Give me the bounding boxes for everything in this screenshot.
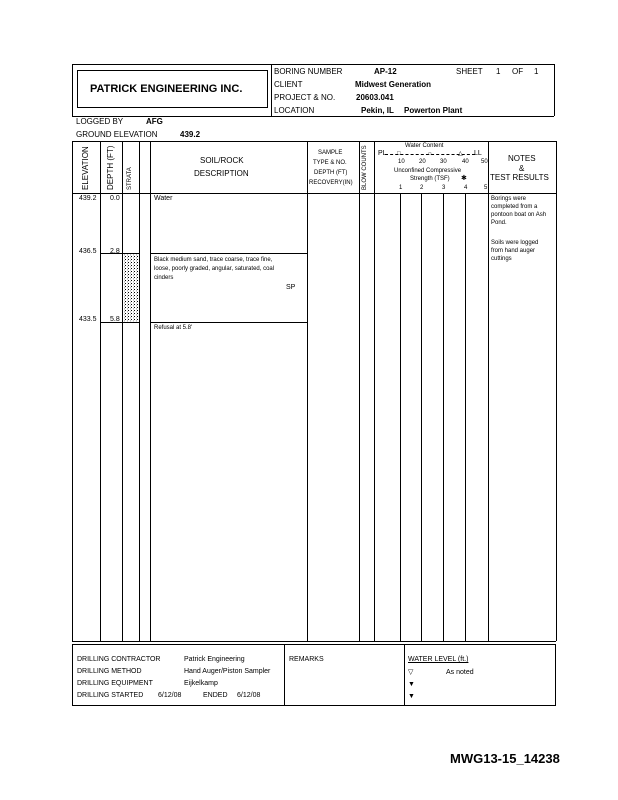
row2-description-line1: Black medium sand, trace coarse, trace fine, (154, 257, 273, 263)
row3-description: Refusal at 5.8' (154, 325, 193, 331)
col-line-notes (488, 141, 489, 641)
sample-header-2: TYPE & NO. (313, 160, 347, 166)
boring-number: AP-12 (374, 67, 397, 76)
water-level-noted: As noted (446, 669, 474, 676)
grid-line-1 (400, 193, 401, 641)
footer-divider-2 (404, 644, 405, 706)
col-line-depth (122, 141, 123, 641)
ucs-label-2: Strength (TSF) (410, 176, 450, 182)
row2-description-line3: cinders (154, 275, 174, 281)
row2-elevation: 436.5 (79, 248, 97, 255)
row3-boundary (150, 322, 307, 323)
row2-boundary (150, 253, 307, 254)
col-line-sample-right (359, 141, 360, 641)
logged-by: AFG (146, 117, 163, 126)
header-bottom-line (72, 116, 554, 117)
equipment-label: DRILLING EQUIPMENT (77, 680, 153, 687)
col-line-sample-left (307, 141, 308, 641)
right-border-top (554, 64, 555, 116)
note1-line4: Pond. (491, 220, 507, 226)
left-border-top (72, 64, 73, 116)
col-line-strata (139, 141, 140, 641)
sheet-label: SHEET (456, 67, 483, 76)
location-site: Powerton Plant (404, 106, 463, 115)
notes-header-3: TEST RESULTS (490, 173, 549, 182)
wc-tick: 50 (481, 159, 488, 165)
ll-marker-icon: △ (458, 151, 463, 157)
col-line-description (150, 141, 151, 641)
note1-line2: completed from a (491, 204, 538, 210)
sample-header-1: SAMPLE (318, 150, 343, 156)
ucs-tick: 3 (442, 185, 446, 191)
location-city: Pekin, IL (361, 106, 394, 115)
ucs-label-1: Unconfined Compressive (394, 168, 462, 174)
of-label: OF (512, 67, 524, 76)
footer-divider-1 (284, 644, 285, 706)
grid-line-4 (465, 193, 466, 641)
note1-line3: pontoon boat on Ash (491, 212, 547, 218)
location-label: LOCATION (274, 106, 315, 115)
col-line-blow (374, 141, 375, 641)
started-value: 6/12/08 (158, 692, 182, 699)
company-name: PATRICK ENGINEERING INC. (90, 83, 243, 95)
water-level-icon: ▽ (408, 669, 414, 676)
logged-by-label: LOGGED BY (76, 117, 124, 126)
sheet-total: 1 (534, 67, 539, 76)
remarks-label: REMARKS (289, 656, 324, 663)
water-level-label: WATER LEVEL (ft.) (408, 656, 469, 663)
water-content-label: Water Content (405, 143, 444, 149)
document-id: MWG13-15_14238 (450, 751, 560, 766)
strata-header: STRATA (127, 167, 133, 190)
pl-marker-icon: □ (397, 151, 401, 157)
contractor-value: Patrick Engineering (184, 656, 245, 663)
ended-value: 6/12/08 (237, 692, 261, 699)
elevation-header: ELEVATION (81, 146, 90, 190)
ucs-tick: 4 (464, 185, 468, 191)
row2-description-line2: loose, poorly graded, angular, saturated, coal (154, 266, 275, 272)
row1-depth: 0.0 (110, 195, 120, 202)
row1-elevation: 439.2 (79, 195, 97, 202)
col-line-elevation (100, 141, 101, 641)
sheet-number: 1 (496, 67, 501, 76)
table-bottom-line (72, 641, 556, 642)
top-border (72, 64, 554, 65)
started-label: DRILLING STARTED (77, 692, 144, 699)
client-label: CLIENT (274, 80, 303, 89)
ll-label: LL (474, 150, 482, 157)
soil-header-1: SOIL/ROCK (200, 156, 244, 165)
water-level-icon: ▼ (408, 693, 415, 700)
ground-elevation-label: GROUND ELEVATION (76, 130, 158, 139)
project-label: PROJECT & NO. (274, 93, 336, 102)
wc-tick: 40 (462, 159, 469, 165)
row3-elevation: 433.5 (79, 316, 97, 323)
wc-tick: 10 (398, 159, 405, 165)
strata-sand-hatch (122, 253, 139, 322)
wc-marker-icon: ○ (428, 151, 432, 157)
boring-number-label: BORING NUMBER (274, 67, 343, 76)
method-label: DRILLING METHOD (77, 668, 142, 675)
table-right-border (556, 141, 557, 641)
row3-tick (100, 322, 139, 323)
note2-line3: cuttings (491, 256, 512, 262)
sample-header-3: DEPTH (FT) (314, 170, 348, 176)
row3-depth: 5.8 (110, 316, 120, 323)
contractor-label: DRILLING CONTRACTOR (77, 656, 161, 663)
blow-counts-header: BLOW COUNTS (362, 145, 368, 190)
sample-header-4: RECOVERY(IN) (309, 180, 353, 186)
table-top-line (72, 141, 556, 142)
table-left-border (72, 141, 73, 641)
ended-label: ENDED (203, 692, 228, 699)
wc-tick: 30 (440, 159, 447, 165)
water-level-icon: ▼ (408, 681, 415, 688)
ucs-tick: 2 (420, 185, 424, 191)
note1-line1: Borings were (491, 196, 527, 202)
ucs-tick: 5 (484, 185, 488, 191)
pl-label: PL (378, 150, 387, 157)
footer-box (72, 644, 556, 706)
ucs-tick: 1 (399, 185, 403, 191)
soil-header-2: DESCRIPTION (194, 169, 249, 178)
header-divider (271, 64, 272, 116)
notes-header-1: NOTES (508, 154, 536, 163)
equipment-value: Eijkelkamp (184, 680, 218, 687)
depth-header: DEPTH (FT) (106, 145, 115, 190)
note2-line1: Soils were logged (491, 240, 539, 246)
notes-header-2: & (519, 164, 525, 173)
grid-line-2 (421, 193, 422, 641)
grid-line-3 (443, 193, 444, 641)
ucs-marker-icon: ✱ (461, 175, 467, 182)
client-value: Midwest Generation (355, 80, 432, 89)
row2-depth: 2.8 (110, 248, 120, 255)
ground-elevation: 439.2 (180, 130, 201, 139)
row1-description: Water (154, 195, 173, 202)
project-number: 20603.041 (356, 93, 394, 102)
wc-tick: 20 (419, 159, 426, 165)
row2-uscs: SP (286, 284, 296, 291)
note2-line2: from hand auger (491, 248, 536, 254)
method-value: Hand Auger/Piston Sampler (184, 668, 271, 675)
table-header-bottom-line (72, 193, 556, 194)
